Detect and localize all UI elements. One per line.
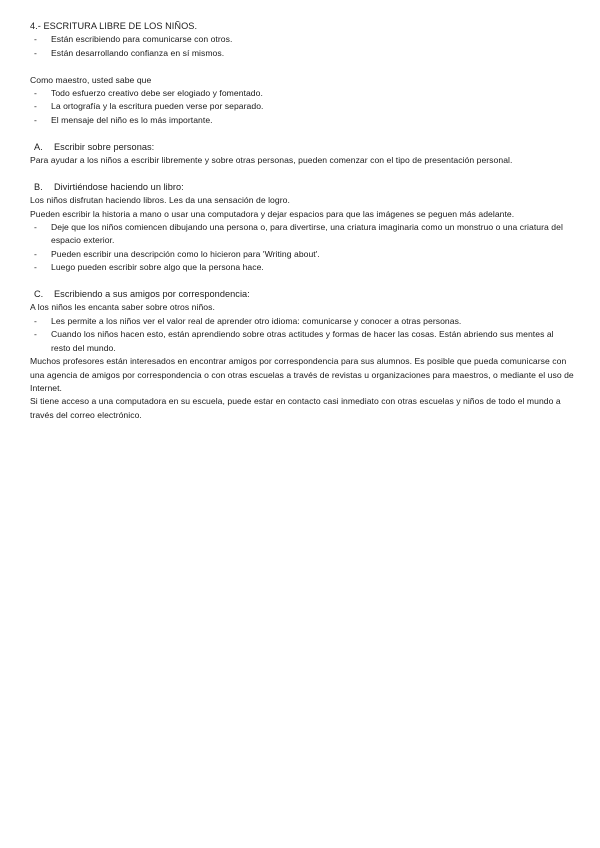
list-item: - El mensaje del niño es lo más importante. <box>30 114 575 127</box>
section-a-heading <box>34 141 575 154</box>
section-a-body: Para ayudar a los niños a escribir libremente y sobre otras personas, pueden comenzar con el tipo de presentación personal. <box>30 155 513 166</box>
section-b-paragraph: Los niños disfrutan haciendo libros. Les da una sensación de logro. <box>30 195 290 206</box>
section-c-paragraph: Si tiene acceso a una computadora en su escuela, puede estar en contacto casi inmediato con otras escuelas y niños de todo el mundo a través del correo electrónico. <box>30 396 561 420</box>
section-b-bullet-list <box>30 221 575 275</box>
list-item: - Están escribiendo para comunicarse con otros. <box>30 33 575 46</box>
section-c-paragraph: Muchos profesores están interesados en encontrar amigos por correspondencia para sus alumnos. Es posible que pueda comunicarse con una agencia de amigos por correspondencia o con otras escuelas a través de revistas u organizaciones para maestros, o mediante el uso de Internet. <box>30 356 574 393</box>
section-b-heading <box>34 181 575 194</box>
intro-bullet-list <box>30 33 575 60</box>
document-body <box>30 20 575 422</box>
section-b-letter: B. <box>34 181 43 192</box>
section-heading: 4.- ESCRITURA LIBRE DE LOS NIÑOS. <box>30 21 198 31</box>
section-c-heading <box>34 288 575 301</box>
teacher-bullet-list <box>30 87 575 127</box>
section-b-title: Divirtiéndose haciendo un libro: <box>54 181 184 192</box>
section-a-title: Escribir sobre personas: <box>54 141 155 152</box>
section-c-letter: C. <box>34 289 44 300</box>
section-c-intro: A los niños les encanta saber sobre otros niños. <box>30 302 215 313</box>
section-b-paragraph: Pueden escribir la historia a mano o usar una computadora y dejar espacios para que las imágenes se peguen más adelante. <box>30 208 515 219</box>
list-item: - Todo esfuerzo creativo debe ser elogiado y fomentado. <box>30 87 575 100</box>
section-c-title: Escribiendo a sus amigos por correspondencia: <box>54 289 250 300</box>
list-item: - Están desarrollando confianza en sí mismos. <box>30 47 575 60</box>
teacher-intro: Como maestro, usted sabe que <box>30 74 152 85</box>
list-item: - Pueden escribir una descripción como lo hicieron para 'Writing about'. <box>30 248 575 261</box>
section-c-bullet-list <box>30 315 575 355</box>
list-item: - Deje que los niños comiencen dibujando una persona o, para divertirse, una criatura imaginaria como un monstruo o una criatura del espacio exterior. <box>30 221 575 248</box>
list-item: - Les permite a los niños ver el valor real de aprender otro idioma: comunicarse y conocer a otras personas. <box>30 315 575 328</box>
list-item: - Luego pueden escribir sobre algo que la persona hace. <box>30 261 575 274</box>
section-a-letter: A. <box>34 141 43 152</box>
list-item: - La ortografía y la escritura pueden verse por separado. <box>30 100 575 113</box>
list-item: - Cuando los niños hacen esto, están aprendiendo sobre otras actitudes y formas de hacer las cosas. Están abriendo sus mentes al resto del mundo. <box>30 328 575 355</box>
